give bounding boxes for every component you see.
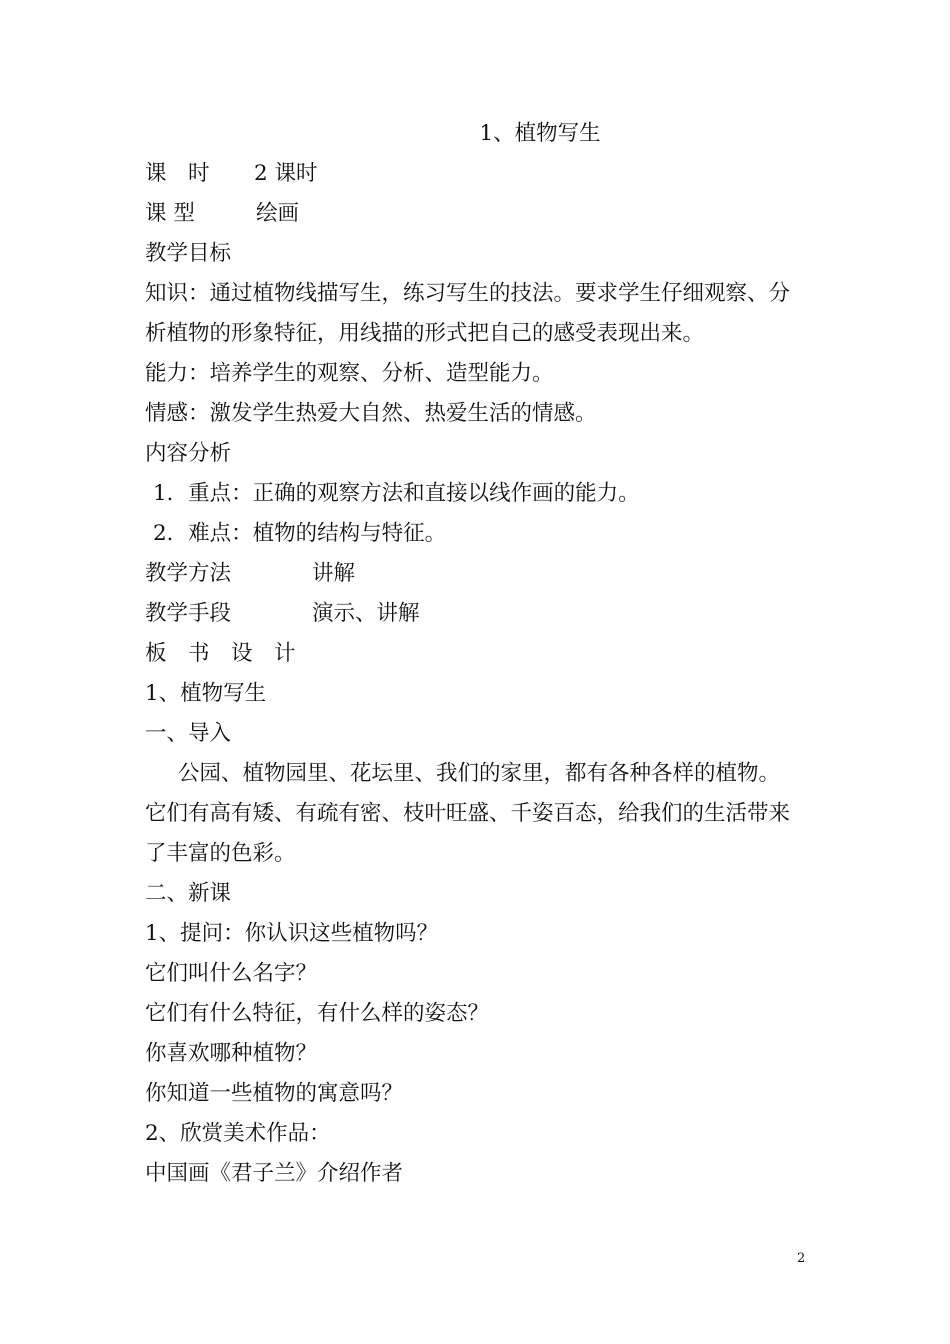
teaching-method-label: 教学方法 [145, 561, 232, 586]
question-5: 你知道一些植物的寓意吗？ [145, 1081, 404, 1106]
content-analysis-heading: 内容分析 [145, 441, 232, 466]
intro-heading: 一、导入 [145, 721, 232, 746]
board-design-heading: 板 书 设 计 [145, 641, 296, 666]
question-2: 它们叫什么名字？ [145, 961, 318, 986]
objective-emotion: 情感：激发学生热爱大自然、热爱生活的情感。 [145, 401, 597, 426]
teaching-method-row [145, 561, 356, 587]
key-point: 1．重点：正确的观察方法和直接以线作画的能力。 [153, 481, 640, 506]
board-design-title: 1、植物写生 [145, 681, 267, 706]
teaching-method-value: 讲解 [312, 561, 356, 586]
intro-paragraph-line3: 了丰富的色彩。 [145, 841, 296, 866]
document-title: 1、植物写生 [479, 121, 601, 146]
difficulty-point: 2．难点：植物的结构与特征。 [153, 521, 447, 546]
intro-paragraph-line2: 它们有高有矮、有疏有密、枝叶旺盛、千姿百态，给我们的生活带来 [145, 801, 791, 826]
teaching-means-row [145, 601, 420, 627]
teaching-means-label: 教学手段 [145, 601, 232, 626]
lesson-type-value: 绘画 [256, 201, 300, 226]
lesson-type-row [145, 201, 300, 227]
lesson-hours-value: 2 课时 [254, 161, 318, 186]
objectives-heading: 教学目标 [145, 241, 232, 266]
question-3: 它们有什么特征，有什么样的姿态？ [145, 1001, 490, 1026]
question-4: 你喜欢哪种植物？ [145, 1041, 318, 1066]
lesson-hours-row [145, 161, 318, 187]
lesson-hours-label: 课 时 [145, 161, 210, 186]
lesson-type-label: 课 型 [145, 201, 195, 226]
intro-paragraph-line1: 公园、植物园里、花坛里、我们的家里，都有各种各样的植物。 [178, 761, 781, 786]
teaching-means-value: 演示、讲解 [312, 601, 420, 626]
new-lesson-heading: 二、新课 [145, 881, 232, 906]
appreciate-heading: 2、欣赏美术作品： [145, 1121, 331, 1146]
objective-knowledge-line1: 知识：通过植物线描写生，练习写生的技法。要求学生仔细观察、分 [145, 281, 791, 306]
objective-ability: 能力：培养学生的观察、分析、造型能力。 [145, 361, 554, 386]
question-1: 1、提问：你认识这些植物吗？ [145, 921, 439, 946]
painting-intro: 中国画《君子兰》介绍作者 [145, 1161, 404, 1186]
objective-knowledge-line2: 析植物的形象特征，用线描的形式把自己的感受表现出来。 [145, 321, 705, 346]
page-number: 2 [797, 1251, 806, 1266]
